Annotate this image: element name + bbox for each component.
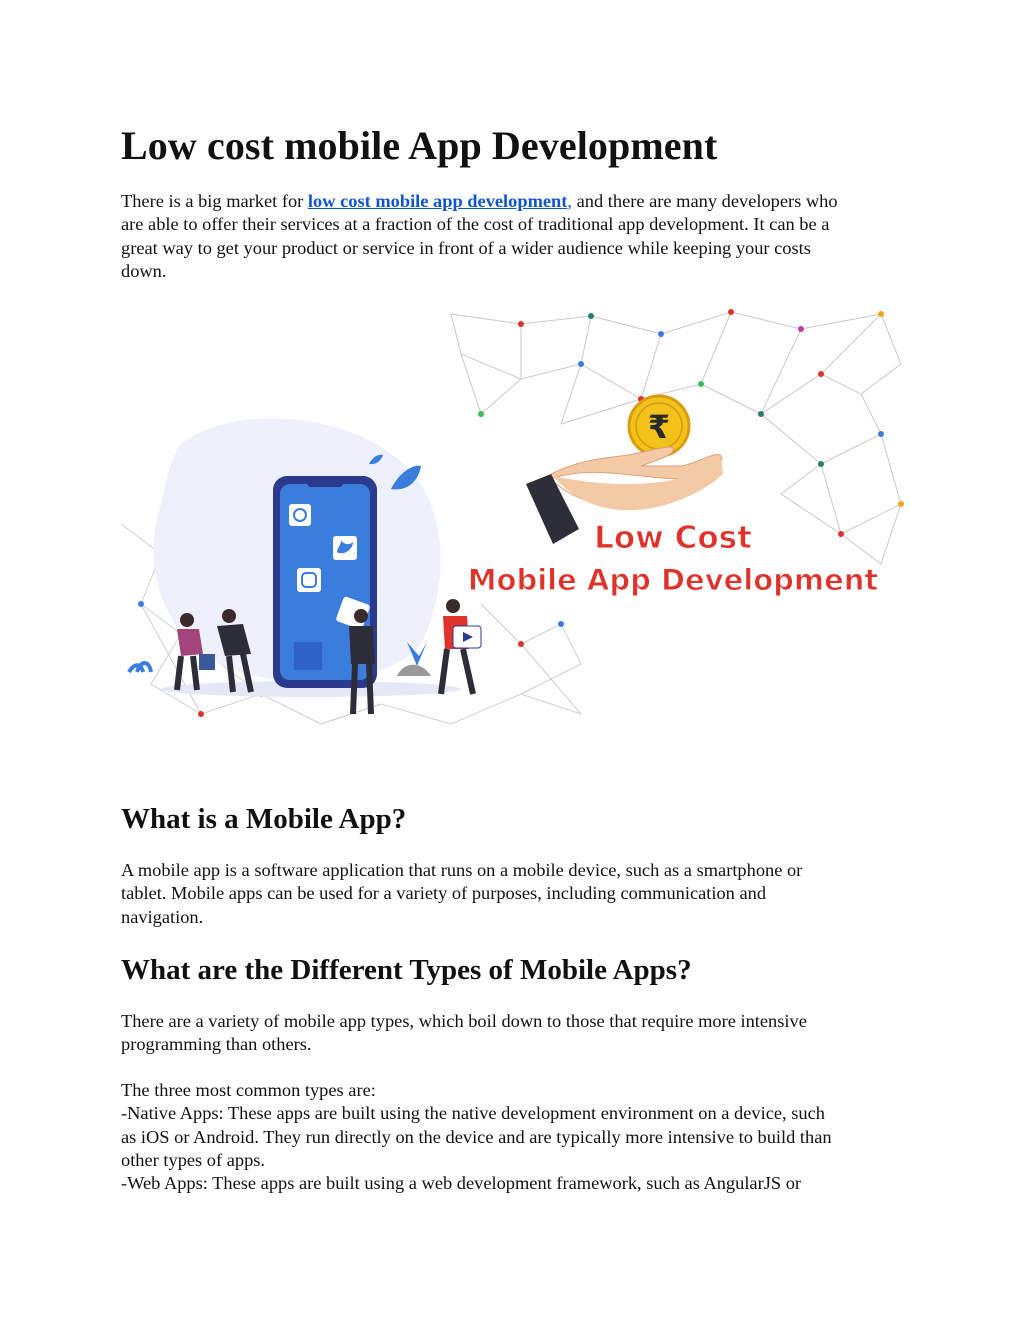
rock-graphic [397, 665, 431, 676]
intro-line-1 [121, 190, 911, 213]
low-cost-app-link[interactable]: low cost mobile app development [307, 191, 568, 211]
intro-line-4: down. [121, 260, 167, 281]
intro-text-after-link: and there are many developers who [572, 191, 838, 211]
section2-p1-line-1: There are a variety of mobile app types, which boil down to those that require more intensive [121, 1011, 807, 1031]
intro-line-3: great way to get your product or service in front of a wider audience while keeping your costs [121, 237, 811, 258]
section2-p2-line-3: as iOS or Android. They run directly on the device and are typically more intensive to build than [121, 1126, 832, 1147]
section1-paragraph [121, 859, 911, 929]
intro-text-before-link: There is a big market for [121, 191, 308, 211]
section2-p2-line-2: -Native Apps: These apps are built using the native development environment on a device, such [121, 1103, 825, 1124]
section2-paragraph-2 [121, 1079, 911, 1195]
section2-p1-line-2: programming than others. [121, 1034, 312, 1055]
section2-p2-line-1: The three most common types are: [121, 1080, 376, 1100]
hero-title-line2: Mobile App Development [467, 563, 879, 597]
hero-illustration [121, 304, 905, 732]
section-heading-what-is: What is a Mobile App? [121, 803, 407, 835]
section-heading-types: What are the Different Types of Mobile Apps? [121, 954, 692, 986]
section1-line-2: tablet. Mobile apps can be used for a variety of purposes, including communication and [121, 883, 767, 904]
intro-line-2: are able to offer their services at a fraction of the cost of traditional app development. It can be a [121, 214, 830, 235]
section2-p2-line-5: -Web Apps: These apps are built using a web development framework, such as AngularJS or [121, 1173, 802, 1194]
coin-symbol: ₹ [647, 408, 671, 446]
rupee-coin-icon [629, 396, 689, 456]
intro-paragraph [121, 190, 911, 283]
section2-p2-line-4: other types of apps. [121, 1149, 266, 1170]
hero-title-line1: Low Cost [594, 520, 752, 556]
ground-plant-graphic [129, 663, 151, 672]
page-title: Low cost mobile App Development [121, 123, 718, 168]
section1-line-1: A mobile app is a software application that runs on a mobile device, such as a smartphone or [121, 860, 803, 880]
section2-paragraph-1 [121, 1010, 911, 1057]
link-comma[interactable]: , [567, 191, 573, 211]
section1-line-3: navigation. [121, 906, 204, 927]
